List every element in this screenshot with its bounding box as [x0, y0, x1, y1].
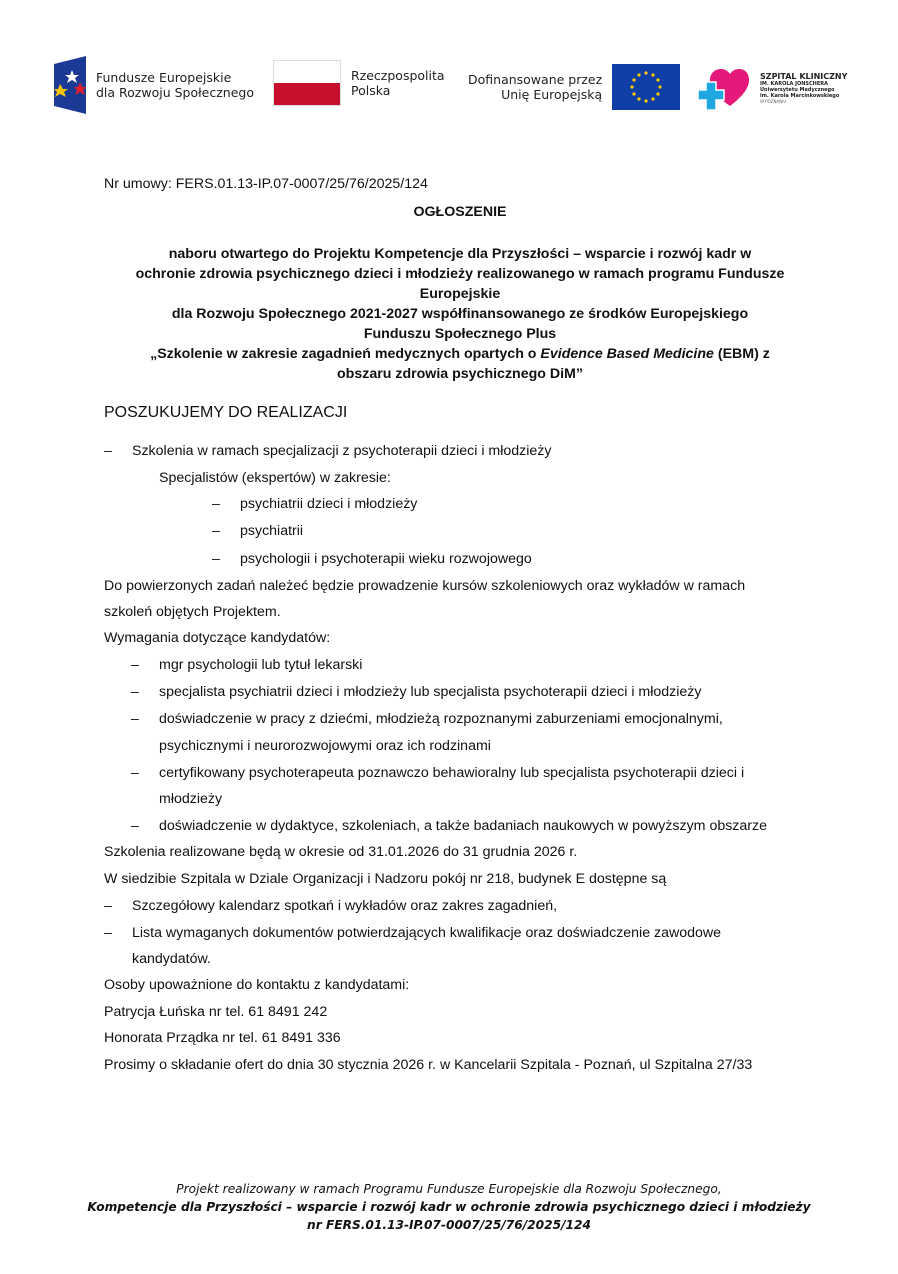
requirement-item: – mgr psychologii lub tytuł lekarski — [131, 657, 363, 673]
document-subtitle — [104, 244, 816, 384]
requirement-item: – doświadczenie w pracy z dziećmi, młodzieżą rozpoznanymi zaburzeniami emocjonalnymi, — [131, 711, 723, 727]
available-doc-item: – Lista wymaganych dokumentów potwierdzających kwalifikacje oraz doświadczenie zawodowe — [104, 925, 722, 941]
training-title-line2: obszaru zdrowia psychicznego DiM” — [337, 366, 583, 382]
contact-person: Patrycja Łuńska nr tel. 61 8491 242 — [104, 1004, 328, 1020]
hospital-logo-line3: Uniwersytetu Medycznego — [760, 86, 835, 93]
document-title: OGŁOSZENIE — [413, 204, 507, 220]
requirement-item-cont: młodzieży — [159, 791, 223, 807]
requirements-heading: Wymagania dotyczące kandydatów: — [104, 630, 331, 646]
footer-line3: nr FERS.01.13-IP.07-0007/25/76/2025/124 — [307, 1218, 591, 1232]
specialty-item: – psychologii i psychoterapii wieku rozwojowego — [212, 551, 532, 567]
logo-bar — [0, 52, 898, 122]
footer-line1: Projekt realizowany w ramach Programu Fundusze Europejskie dla Rozwoju Społecznego, — [176, 1182, 722, 1196]
training-item: – Szkolenia w ramach specjalizacji z psychoterapii dzieci i młodzieży — [104, 443, 552, 459]
eu-flag-icon — [612, 64, 680, 110]
submission-deadline: Prosimy o składanie ofert do dnia 30 stycznia 2026 r. w Kancelarii Szpitala - Poznań, ul Szpitalna 27/33 — [104, 1057, 753, 1073]
subtitle-line: Funduszu Społecznego Plus — [363, 326, 557, 342]
training-title: „Szkolenie w zakresie zagadnień medycznych opartych o Evidence Based Medicine (EBM) z — [150, 346, 770, 362]
contract-number: Nr umowy: FERS.01.13-IP.07-0007/25/76/2025/124 — [104, 176, 428, 192]
available-doc-item: – Szczegółowy kalendarz spotkań i wykładów oraz zakres zagadnień, — [104, 898, 558, 914]
hospital-logo-line1: SZPITAL KLINICZNY — [760, 71, 848, 81]
subtitle-line: dla Rozwoju Społecznego 2021-2027 współfinansowanego ze środków Europejskiego — [171, 306, 749, 322]
fe-logo — [54, 56, 254, 114]
duties-line: szkoleń objętych Projektem. — [104, 604, 281, 620]
pl-logo — [273, 60, 445, 106]
footer-line2: Kompetencje dla Przyszłości – wsparcie i rozwój kadr w ochronie zdrowia psychicznego dzieci i młodzieży — [87, 1200, 811, 1214]
requirement-item: – doświadczenie w dydaktyce, szkoleniach, a także badaniach naukowych w powyższym obszarze — [131, 818, 768, 834]
specialists-intro: Specjalistów (ekspertów) w zakresie: — [159, 470, 391, 486]
duties-line: Do powierzonych zadań należeć będzie prowadzenie kursów szkoleniowych oraz wykładów w ramach — [104, 578, 746, 594]
fe-logo-line1: Fundusze Europejskie — [96, 70, 232, 85]
eu-logo — [468, 64, 680, 110]
contact-person: Honorata Prządka nr tel. 61 8491 336 — [104, 1030, 341, 1046]
specialty-item: – psychiatrii dzieci i młodzieży — [212, 496, 418, 512]
pl-logo-line1: Rzeczpospolita — [351, 68, 445, 83]
eu-logo-line2: Unię Europejską — [501, 87, 603, 102]
requirement-item-cont: psychicznymi i neurorozwojowymi oraz ich rodzinami — [159, 738, 491, 754]
requirement-item: – certyfikowany psychoterapeuta poznawczo behawioralny lub specjalista psychoterapii dzieci i — [131, 765, 745, 781]
location-info: W siedzibie Szpitala w Dziale Organizacji i Nadzoru pokój nr 218, budynek E dostępne są — [104, 871, 667, 887]
pl-logo-line2: Polska — [351, 83, 391, 98]
hospital-logo-line2: IM. KAROLA JONSCHERA — [760, 80, 829, 87]
subtitle-line: naboru otwartego do Projektu Kompetencje dla Przyszłości – wsparcie i rozwój kadr w — [168, 246, 752, 262]
specialty-item: – psychiatrii — [212, 523, 304, 539]
fe-stars-icon — [54, 56, 86, 114]
polish-flag-icon — [273, 60, 341, 106]
requirement-item: – specjalista psychiatrii dzieci i młodzieży lub specjalista psychoterapii dzieci i młodzieży — [131, 684, 702, 700]
hospital-logo-line4: im. Karola Marcinkowskiego — [760, 92, 840, 99]
contacts-heading: Osoby upoważnione do kontaktu z kandydatami: — [104, 977, 410, 993]
fe-logo-line2: dla Rozwoju Społecznego — [96, 85, 255, 100]
training-period: Szkolenia realizowane będą w okresie od 31.01.2026 do 31 grudnia 2026 r. — [104, 844, 578, 860]
page-footer — [0, 1180, 898, 1234]
subtitle-line: Europejskie — [419, 286, 501, 302]
available-doc-item-cont: kandydatów. — [132, 951, 211, 967]
subtitle-line: ochronie zdrowia psychicznego dzieci i młodzieży realizowanego w ramach programu Fundusze — [135, 266, 785, 282]
section-heading: POSZUKUJEMY DO REALIZACJI — [104, 404, 348, 421]
hospital-logo — [696, 66, 847, 110]
heart-cross-icon — [696, 66, 750, 110]
eu-logo-line1: Dofinansowane przez — [468, 72, 603, 87]
hospital-logo-line5: W POZNANIU — [760, 98, 787, 104]
